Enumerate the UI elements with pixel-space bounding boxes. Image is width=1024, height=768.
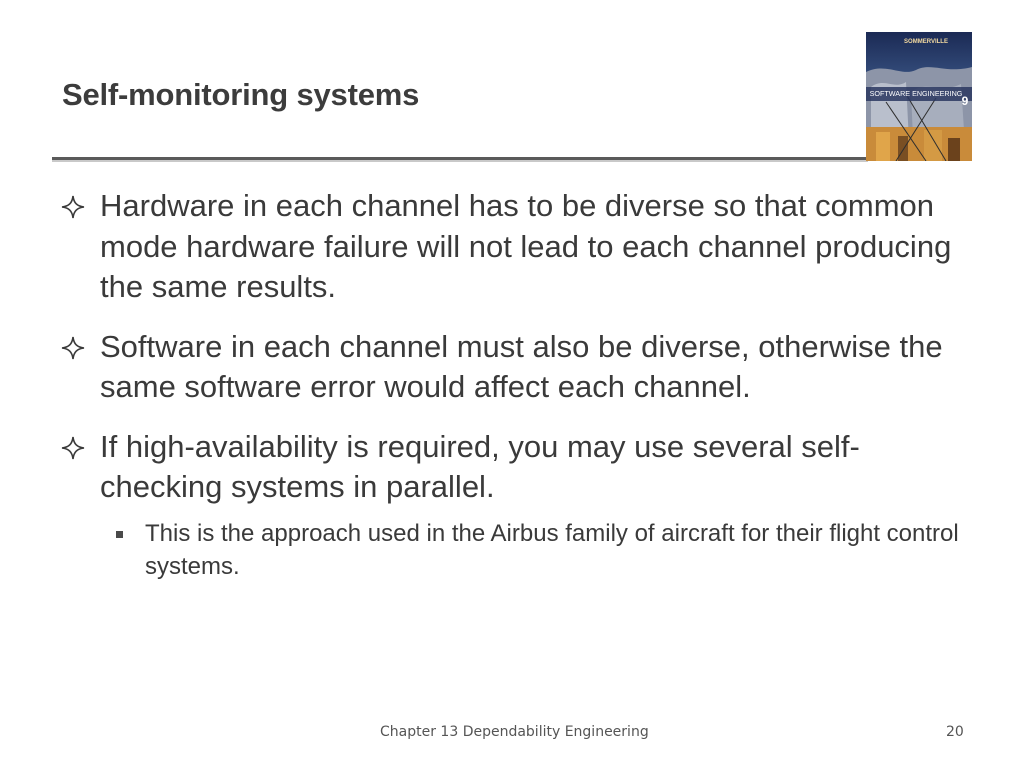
bullet-text: If high-availability is required, you may use several self-checking systems in parallel. — [100, 428, 860, 504]
page-number: 20 — [946, 724, 964, 740]
square-bullet-icon — [116, 531, 123, 538]
book-cover-title: SOFTWARE ENGINEERING — [869, 89, 963, 98]
slide-body — [58, 186, 958, 583]
book-cover-art — [866, 32, 972, 161]
book-cover-author: SOMMERVILLE — [904, 39, 948, 45]
bullet-text: Software in each channel must also be diverse, otherwise the same software error would affect each channel. — [100, 328, 943, 404]
title-divider — [52, 157, 868, 160]
four-point-star-outline-icon — [61, 436, 85, 460]
book-cover-edition: 9 — [961, 94, 969, 108]
bullet-item — [58, 427, 958, 508]
four-point-star-outline-icon — [61, 195, 85, 219]
slide-title: Self-monitoring systems — [62, 77, 420, 112]
book-cover-image — [866, 32, 972, 161]
sub-bullet-text: This is the approach used in the Airbus family of aircraft for their flight control systems. — [145, 519, 959, 580]
four-point-star-outline-icon — [61, 336, 85, 360]
bullet-item — [58, 186, 958, 308]
bullet-item — [58, 327, 958, 408]
footer-chapter: Chapter 13 Dependability Engineering — [380, 724, 649, 740]
sub-bullet-item — [145, 517, 965, 583]
bullet-text: Hardware in each channel has to be diverse so that common mode hardware failure will not lead to each channel producing the same results. — [100, 188, 952, 304]
